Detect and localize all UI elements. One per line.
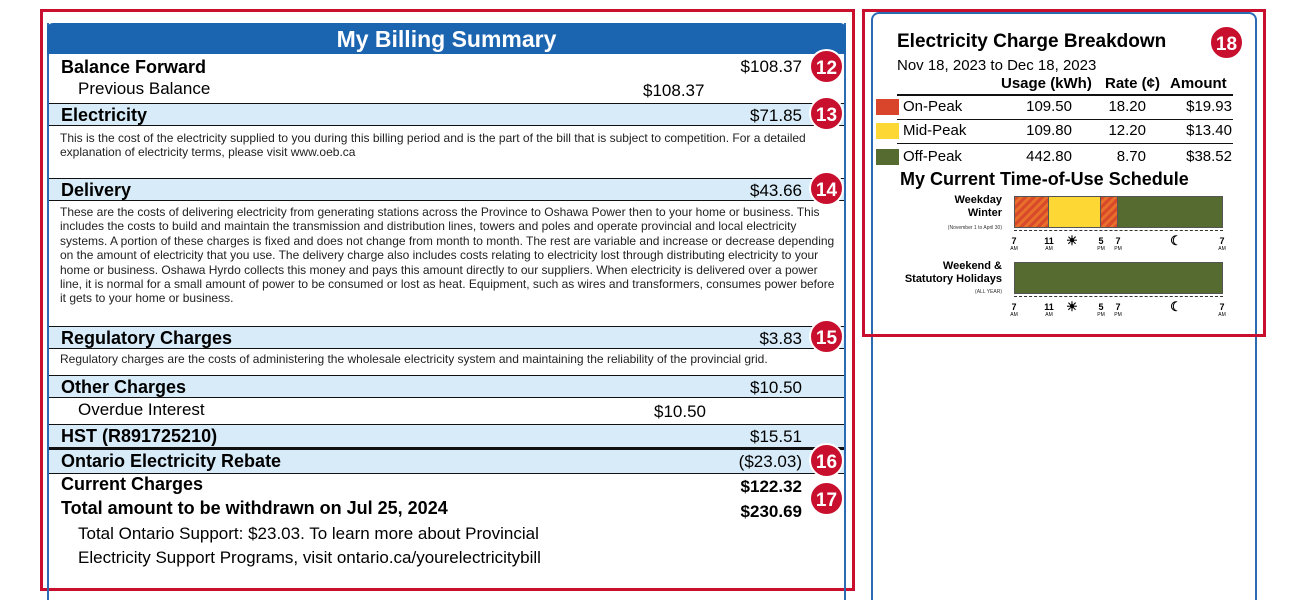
rebate-label: Ontario Electricity Rebate bbox=[61, 451, 282, 471]
other-charges-amount: $10.50 bbox=[750, 378, 802, 397]
weekday-label bbox=[955, 194, 1003, 220]
col-header-rate: Rate (¢) bbox=[1105, 75, 1161, 92]
callout-badge-12: 12 bbox=[809, 49, 844, 84]
weekend-note: (ALL YEAR) bbox=[975, 289, 1002, 295]
overdue-interest-amount: $10.50 bbox=[654, 402, 706, 421]
weekend-tick-7pm: 7 PM bbox=[1114, 302, 1122, 318]
weekday-note: (November 1 to April 30) bbox=[947, 225, 1002, 231]
overdue-interest-label: Overdue Interest bbox=[78, 400, 205, 419]
previous-balance-amount: $108.37 bbox=[643, 81, 705, 100]
delivery-amount: $43.66 bbox=[750, 181, 802, 200]
billing-summary-title: My Billing Summary bbox=[47, 23, 846, 54]
callout-badge-13: 13 bbox=[809, 96, 844, 131]
delivery-description: These are the costs of delivering electricity from generating stations across the Province to Oshawa Power then to your home or business. This includes the costs to build and maintain the transmission and distribution lines, towers and poles and operate provincial and local electricity systems. A portion of these charges is fixed and does not change from month to month. The rest are variable and increase or decrease depending on the amount of electricity that you use. The delivery charge also includes costs relating to electricity lost through distributing electricity to your home or business. Oshawa Hyrdo collects this money and pays this amount directly to our suppliers. When electricity is delivered over a power line, it is normal for a small amount of power to be consumed or lost as heat. Equipment, such as wires and transformers, consumes power before it gets to your home or business. bbox=[60, 205, 835, 306]
regulatory-amount: $3.83 bbox=[759, 329, 802, 348]
mid-peak-amount: $13.40 bbox=[1186, 122, 1232, 139]
other-charges-label: Other Charges bbox=[61, 377, 187, 397]
weekday-on-peak-evening bbox=[1100, 196, 1118, 228]
electricity-description: This is the cost of the electricity supplied to you during this billing period and is the part of the bill that is subject to competition. For a detailed explanation of electricity terms, please visit www.oeb.ca bbox=[60, 131, 806, 160]
withdrawn-label: Total amount to be withdrawn on Jul 25, 2024 bbox=[61, 498, 448, 518]
weekday-tick-7am: 7 AM bbox=[1010, 236, 1018, 252]
other-charges-header bbox=[49, 375, 844, 398]
weekend-off-peak bbox=[1014, 262, 1223, 294]
mid-peak-usage: 109.80 bbox=[1026, 122, 1072, 139]
on-peak-label: On-Peak bbox=[903, 98, 963, 115]
weekday-label-line-2: Winter bbox=[967, 207, 1002, 219]
col-header-usage: Usage (kWh) bbox=[1001, 75, 1092, 92]
callout-badge-15: 15 bbox=[809, 319, 844, 354]
hst-label: HST (R891725210) bbox=[61, 426, 218, 446]
weekday-tick-7pm: 7 PM bbox=[1114, 236, 1122, 252]
support-note-line-1: Total Ontario Support: $23.03. To learn more about Provincial bbox=[78, 524, 539, 543]
callout-badge-18: 18 bbox=[1209, 25, 1244, 60]
current-charges-amount: $122.32 bbox=[740, 477, 802, 496]
mid-peak-swatch bbox=[876, 123, 899, 139]
on-peak-amount: $19.93 bbox=[1186, 98, 1232, 115]
withdrawn-amount: $230.69 bbox=[740, 502, 802, 521]
callout-badge-16: 16 bbox=[809, 443, 844, 478]
off-peak-usage: 442.80 bbox=[1026, 148, 1072, 165]
hst-header bbox=[49, 424, 844, 450]
sun-icon: ☀ bbox=[1066, 233, 1078, 248]
weekend-tick-7am-end: 7 AM bbox=[1218, 302, 1226, 318]
current-charges-label: Current Charges bbox=[61, 474, 204, 494]
on-peak-rate: 18.20 bbox=[1108, 98, 1146, 115]
weekday-axis-line bbox=[1014, 230, 1223, 231]
weekday-off-peak bbox=[1117, 196, 1223, 228]
off-peak-swatch bbox=[876, 149, 899, 165]
weekend-label bbox=[905, 260, 1002, 286]
previous-balance-label: Previous Balance bbox=[78, 79, 211, 98]
on-peak-usage: 109.50 bbox=[1026, 98, 1072, 115]
balance-forward-row bbox=[49, 55, 844, 101]
off-peak-amount: $38.52 bbox=[1186, 148, 1232, 165]
regulatory-description: Regulatory charges are the costs of administering the wholesale electricity system and maintaining the reliability of the provincial grid. bbox=[60, 352, 768, 366]
totals-block bbox=[49, 474, 844, 554]
callout-badge-17: 17 bbox=[809, 481, 844, 516]
weekend-label-line-2: Statutory Holidays bbox=[904, 273, 1002, 285]
breakdown-rule-1 bbox=[897, 119, 1233, 120]
callout-badge-14: 14 bbox=[809, 171, 844, 206]
breakdown-period: Nov 18, 2023 to Dec 18, 2023 bbox=[897, 57, 1097, 74]
weekend-tick-5pm: 5 PM bbox=[1097, 302, 1105, 318]
breakdown-rule-2 bbox=[897, 143, 1233, 144]
weekday-tick-5pm: 5 PM bbox=[1097, 236, 1105, 252]
weekday-mid-peak bbox=[1048, 196, 1101, 228]
overdue-interest-row bbox=[49, 399, 844, 423]
tou-title: My Current Time-of-Use Schedule bbox=[900, 169, 1189, 189]
moon-icon: ☾ bbox=[1170, 299, 1182, 314]
balance-forward-amount: $108.37 bbox=[740, 57, 802, 76]
electricity-amount: $71.85 bbox=[750, 106, 802, 125]
rebate-amount: ($23.03) bbox=[738, 452, 802, 471]
rebate-header bbox=[49, 449, 844, 474]
sun-icon: ☀ bbox=[1066, 299, 1078, 314]
delivery-header bbox=[49, 178, 844, 201]
balance-forward-label: Balance Forward bbox=[61, 57, 207, 77]
support-note-line-2: Electricity Support Programs, visit ontario.ca/yourelectricitybill bbox=[78, 548, 541, 567]
weekday-label-line-1: Weekday bbox=[954, 194, 1002, 206]
breakdown-header-rule bbox=[897, 94, 1233, 96]
breakdown-title: Electricity Charge Breakdown bbox=[897, 31, 1167, 52]
weekday-tick-7am-end: 7 AM bbox=[1218, 236, 1226, 252]
weekday-tick-11am: 11 AM bbox=[1044, 236, 1054, 252]
off-peak-rate: 8.70 bbox=[1116, 148, 1146, 165]
weekend-tick-11am: 11 AM bbox=[1044, 302, 1054, 318]
off-peak-label: Off-Peak bbox=[903, 148, 962, 165]
delivery-label: Delivery bbox=[61, 180, 132, 200]
mid-peak-rate: 12.20 bbox=[1108, 122, 1146, 139]
electricity-header bbox=[49, 103, 844, 126]
weekend-axis-line bbox=[1014, 296, 1223, 297]
hst-amount: $15.51 bbox=[750, 427, 802, 446]
regulatory-label: Regulatory Charges bbox=[61, 328, 233, 348]
regulatory-header bbox=[49, 326, 844, 349]
electricity-label: Electricity bbox=[61, 105, 148, 125]
col-header-amount: Amount bbox=[1170, 75, 1227, 92]
mid-peak-label: Mid-Peak bbox=[903, 122, 967, 139]
on-peak-swatch bbox=[876, 99, 899, 115]
weekday-on-peak-morning bbox=[1014, 196, 1049, 228]
weekend-label-line-1: Weekend & bbox=[942, 260, 1002, 272]
moon-icon: ☾ bbox=[1170, 233, 1182, 248]
weekend-tick-7am: 7 AM bbox=[1010, 302, 1018, 318]
